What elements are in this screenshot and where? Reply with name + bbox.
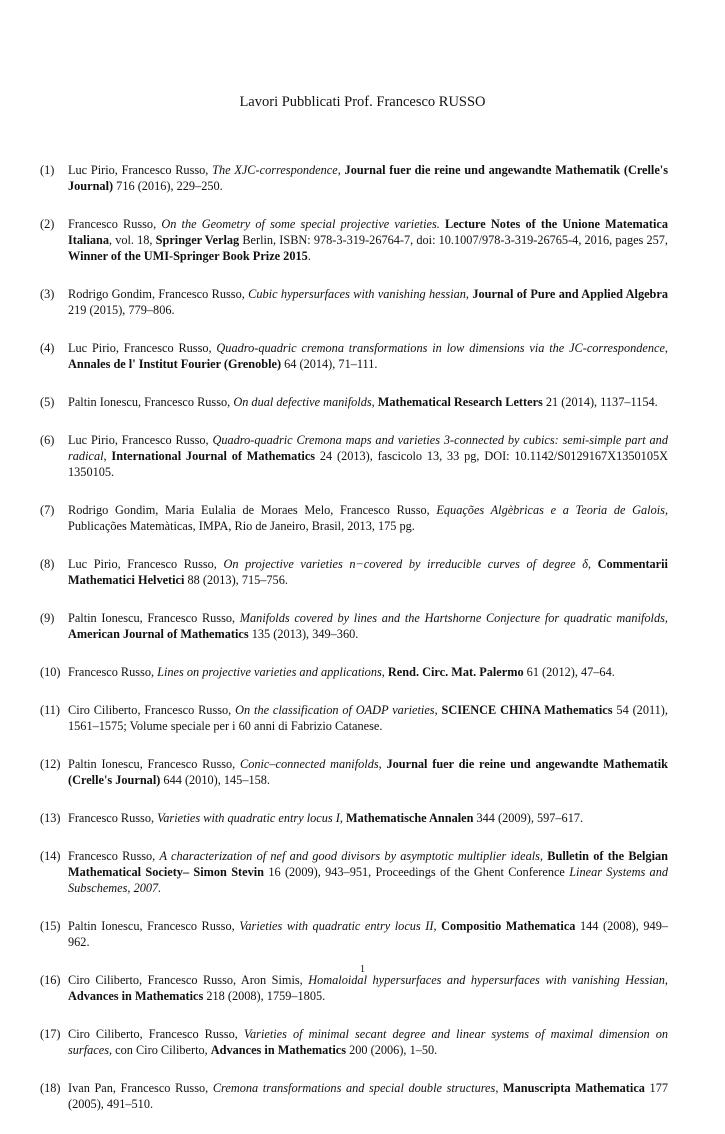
publication-authors: Francesco Russo, [68, 849, 160, 863]
publication-journal: Annales de l' Institut Fourier (Grenoble) [68, 357, 282, 371]
publication-separator: , [371, 395, 378, 409]
publication-authors: Francesco Russo, [68, 811, 158, 825]
publication-separator: , [433, 919, 442, 933]
publication-item [40, 848, 668, 896]
publication-details: 144 (2008), 949–962. [68, 919, 668, 949]
publication-item [40, 340, 668, 372]
publication-journal: International Journal of Mathematics [111, 449, 316, 463]
publication-journal: Advances in Mathematics [210, 1043, 347, 1057]
publication-separator: , [339, 811, 347, 825]
page-number: 1 [360, 964, 365, 975]
publication-separator: , [664, 341, 668, 355]
publication-title: Cubic hypersurfaces with vanishing hessian [248, 287, 466, 301]
publication-title: Lines on projective varieties and applications [157, 665, 382, 679]
publication-title: Quadro-quadric cremona transformations in low dimensions via the JC-correspondence [216, 341, 665, 355]
publication-separator: , [664, 611, 668, 625]
publication-item [40, 610, 668, 642]
publication-details: 716 (2016), 229–250. [113, 179, 223, 193]
publication-title: On the classification of OADP varieties [235, 703, 435, 717]
publication-number: (18) [40, 1081, 61, 1095]
publication-title: The XJC-correspondence [212, 163, 338, 177]
publication-authors: Ciro Ciliberto, Francesco Russo, [68, 703, 236, 717]
publication-title: A characterization of nef and good divisors by asymptotic multiplier ideals [159, 849, 540, 863]
publication-separator: , [337, 163, 345, 177]
publication-authors: Ciro Ciliberto, Francesco Russo, [68, 1027, 244, 1041]
publication-item [40, 756, 668, 788]
publication-title: Conic–connected manifolds [240, 757, 379, 771]
publication-number: (14) [40, 849, 61, 863]
publication-item [40, 810, 668, 826]
publication-title: Varieties of minimal secant degree and linear systems of maximal dimension on surfaces [68, 1027, 668, 1057]
publication-number: (9) [40, 611, 55, 625]
publication-award: Winner of the UMI-Springer Book Prize 2015 [68, 249, 308, 263]
publication-separator: , [495, 1081, 504, 1095]
publication-journal: Journal fuer die reine und angewandte Mathematik (Crelle's Journal) [68, 757, 668, 787]
publication-details: 177 (2005), 491–510. [68, 1081, 668, 1111]
publication-separator: , [587, 557, 598, 571]
publication-details: 218 (2008), 1759–1805. [203, 989, 326, 1003]
publication-number: (8) [40, 557, 55, 571]
publication-item [40, 394, 668, 410]
publication-journal: Mathematische Annalen [346, 811, 474, 825]
publication-item [40, 432, 668, 480]
publication-authors: Francesco Russo, [68, 665, 158, 679]
publication-journal: SCIENCE CHINA Mathematics [441, 703, 613, 717]
publication-details: 24 (2013), fascicolo 13, 33 pg, DOI: 10.1142/S0129167X1350105X 1350105. [68, 449, 668, 479]
publication-details: , vol. 18, [109, 233, 156, 247]
publication-item [40, 1026, 668, 1058]
publication-details: 344 (2009), 597–617. [473, 811, 584, 825]
publication-number: (15) [40, 919, 61, 933]
publication-number: (10) [40, 665, 61, 679]
publication-number: (13) [40, 811, 61, 825]
publication-journal: Lecture Notes of the Unione Matematica Italiana [68, 217, 668, 247]
publication-authors: Paltin Ionescu, Francesco Russo, [68, 757, 241, 771]
publication-list [40, 162, 668, 1134]
publication-details: 219 (2015), 779–806. [68, 303, 175, 317]
publication-details: 88 (2013), 715–756. [184, 573, 288, 587]
publication-number: (2) [40, 217, 55, 231]
publication-number: (1) [40, 163, 55, 177]
publication-item [40, 972, 668, 1004]
publication-number: (3) [40, 287, 55, 301]
publication-item [40, 286, 668, 318]
publication-authors: Rodrigo Gondim, Francesco Russo, [68, 287, 249, 301]
publication-title: Equações Algèbricas e a Teoria de Galois [436, 503, 665, 517]
publication-journal: Journal of Pure and Applied Algebra [472, 287, 669, 301]
publication-item [40, 162, 668, 194]
publication-details: 64 (2014), 71–111. [281, 357, 378, 371]
publication-conference: Linear Systems and Subschemes, 2007. [68, 865, 669, 895]
publication-separator: , [381, 665, 388, 679]
publication-details: 21 (2014), 1137–1154. [542, 395, 658, 409]
publication-authors: Paltin Ionescu, Francesco Russo, [68, 395, 234, 409]
publication-number: (7) [40, 503, 55, 517]
publication-authors: Luc Pirio, Francesco Russo, [68, 557, 224, 571]
publication-extra: Berlin, ISBN: 978-3-319-26764-7, doi: 10.1007/978-3-319-26765-4, 2016, pages 257, [239, 233, 668, 247]
publication-authors: Ivan Pan, Francesco Russo, [68, 1081, 213, 1095]
publication-separator: , [103, 449, 112, 463]
publication-title: Homaloidal hypersurfaces and hypersurfaces with vanishing Hessian [308, 973, 665, 987]
publication-title: Manifolds covered by lines and the Hartshorne Conjecture for quadratic manifolds [239, 611, 665, 625]
publication-authors: Paltin Ionescu, Francesco Russo, [68, 919, 240, 933]
publication-journal: Bulletin of the Belgian Mathematical Society– Simon Stevin [68, 849, 668, 879]
publication-number: (6) [40, 433, 55, 447]
publication-item [40, 1080, 668, 1112]
publication-journal: Journal fuer die reine und angewandte Mathematik (Crelle's Journal) [68, 163, 669, 193]
publication-authors: Ciro Ciliberto, Francesco Russo, Aron Simis, [68, 973, 309, 987]
publication-title: On projective varieties n−covered by irreducible curves of degree δ [223, 557, 588, 571]
publication-number: (4) [40, 341, 55, 355]
publication-title: Varieties with quadratic entry locus I [157, 811, 340, 825]
publication-details: 16 (2009), 943–951, Proceedings of the Ghent Conference [264, 865, 570, 879]
publication-separator: , [465, 287, 473, 301]
publication-number: (12) [40, 757, 61, 771]
publication-details: 54 (2011), 1561–1575; Volume speciale per i 60 anni di Fabrizio Catanese. [68, 703, 668, 733]
publication-details: 61 (2012), 47–64. [523, 665, 615, 679]
publication-item [40, 664, 668, 680]
publication-journal: Manuscripta Mathematica [503, 1081, 645, 1095]
publication-item [40, 702, 668, 734]
publication-title: Cremona transformations and special double structures [212, 1081, 496, 1095]
publication-journal: Compositio Mathematica [441, 919, 576, 933]
publication-number: (16) [40, 973, 61, 987]
publication-journal: Advances in Mathematics [68, 989, 204, 1003]
publication-journal: Mathematical Research Letters [377, 395, 543, 409]
publication-title: On dual defective manifolds [233, 395, 372, 409]
publication-journal: Rend. Circ. Mat. Palermo [387, 665, 524, 679]
page-title: Lavori Pubblicati Prof. Francesco RUSSO [239, 94, 486, 110]
publication-details: 644 (2010), 145–158. [160, 773, 270, 787]
publication-journal: American Journal of Mathematics [68, 627, 249, 641]
publication-authors: Luc Pirio, Francesco Russo, [68, 433, 213, 447]
publication-item [40, 556, 668, 588]
publication-number: (17) [40, 1027, 61, 1041]
publication-item [40, 502, 668, 534]
publication-title: Varieties with quadratic entry locus II [239, 919, 434, 933]
publication-number: (11) [40, 703, 61, 717]
publication-authors: Luc Pirio, Francesco Russo, [68, 341, 217, 355]
publication-title: On the Geometry of some special projective varieties. [161, 217, 440, 231]
publication-authors: Francesco Russo, [68, 217, 162, 231]
publication-details: 135 (2013), 349–360. [248, 627, 359, 641]
publication-separator: , [539, 849, 548, 863]
publication-item [40, 918, 668, 950]
publication-journal: Commentarii Mathematici Helvetici [68, 557, 668, 587]
publication-separator: , con Ciro Ciliberto, [109, 1043, 211, 1057]
publication-end: . [307, 249, 311, 263]
publication-authors: Rodrigo Gondim, Maria Eulalia de Moraes Melo, Francesco Russo, [68, 503, 437, 517]
publication-number: (5) [40, 395, 55, 409]
publication-title: Quadro-quadric Cremona maps and varieties 3-connected by cubics: semi-simple part and radical [68, 433, 668, 463]
publication-item [40, 216, 668, 264]
publication-separator: , [378, 757, 387, 771]
publication-publisher: Springer Verlag [155, 233, 240, 247]
publication-separator: , [434, 703, 442, 717]
publication-details: Publicações Matemàticas, IMPA, Rio de Janeiro, Brasil, 2013, 175 pg. [68, 519, 415, 533]
publication-separator: , [664, 973, 668, 987]
publication-separator: , [664, 503, 669, 517]
publication-authors: Paltin Ionescu, Francesco Russo, [68, 611, 240, 625]
publication-authors: Luc Pirio, Francesco Russo, [68, 163, 213, 177]
publication-details: 200 (2006), 1–50. [346, 1043, 438, 1057]
